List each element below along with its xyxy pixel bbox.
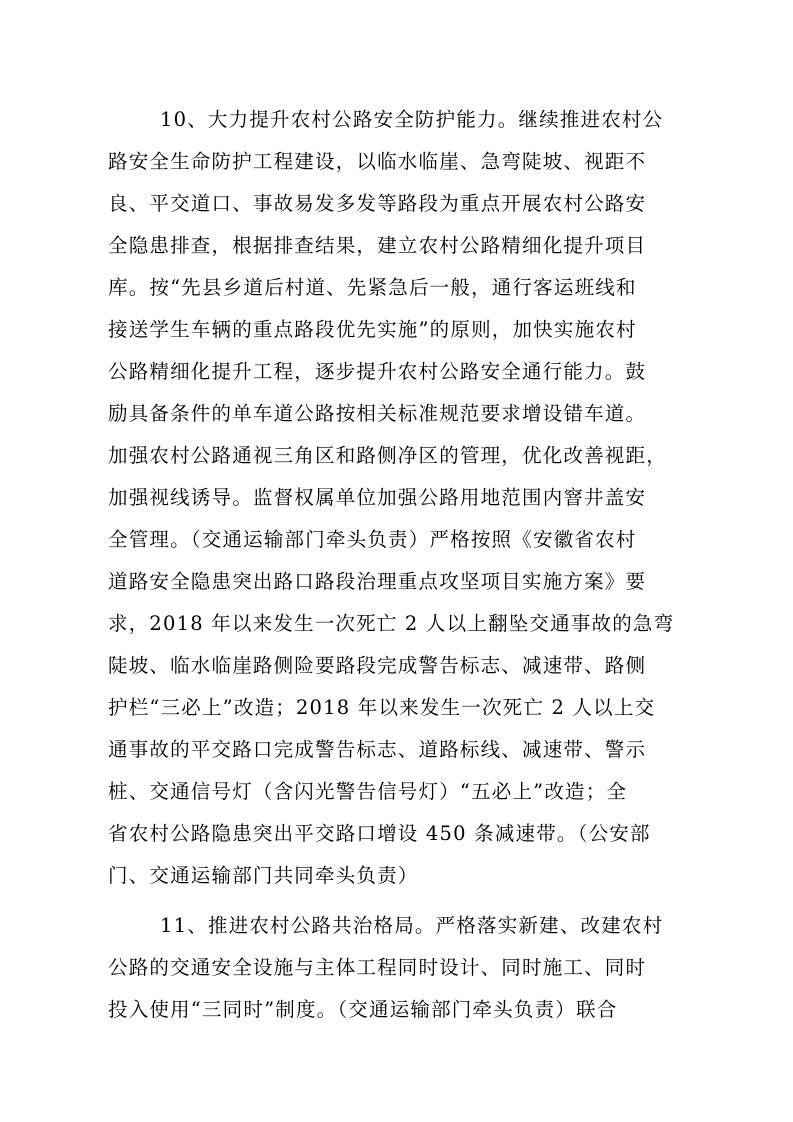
paragraph-line: 加强农村公路通视三角区和路侧净区的管理，优化改善视距， <box>108 444 667 467</box>
paragraph-line: 良、平交道口、事故易发多发等路段为重点开展农村公路安 <box>108 192 647 215</box>
paragraph-line: 投入使用“三同时”制度。（交通运输部门牵头负责）联合 <box>108 998 618 1021</box>
paragraph-line: 11、推进农村公路共治格局。严格落实新建、改建农村 <box>160 914 664 937</box>
paragraph-line: 库。按“先县乡道后村道、先紧急后一般，通行客运班线和 <box>108 276 637 299</box>
paragraph-line: 省农村公路隐患突出平交路口增设 450 条减速带。（公安部 <box>108 822 651 845</box>
paragraph-line: 公路精细化提升工程，逐步提升农村公路安全通行能力。鼓 <box>108 360 647 383</box>
paragraph-line: 求，2018 年以来发生一次死亡 2 人以上翻坠交通事故的急弯 <box>108 612 675 635</box>
paragraph-line: 通事故的平交路口完成警告标志、道路标线、减速带、警示 <box>108 738 647 761</box>
paragraph-line: 道路安全隐患突出路口路段治理重点攻坚项目实施方案》要 <box>108 570 647 593</box>
paragraph-line: 加强视线诱导。监督权属单位加强公路用地范围内窨井盖安 <box>108 486 647 509</box>
paragraph-line: 门、交通运输部门共同牵头负责） <box>108 864 419 887</box>
paragraph-line: 桩、交通信号灯（含闪光警告信号灯）“五必上”改造；全 <box>108 780 628 803</box>
paragraph-line: 陡坡、临水临崖路侧险要路段完成警告标志、减速带、路侧 <box>108 654 647 677</box>
paragraph-line: 路安全生命防护工程建设，以临水临崖、急弯陡坡、视距不 <box>108 150 647 173</box>
paragraph-line: 10、大力提升农村公路安全防护能力。继续推进农村公 <box>160 108 664 131</box>
paragraph-line: 接送学生车辆的重点路段优先实施”的原则，加快实施农村 <box>108 318 637 341</box>
paragraph-line: 公路的交通安全设施与主体工程同时设计、同时施工、同时 <box>108 956 647 979</box>
paragraph-line: 护栏“三必上”改造；2018 年以来发生一次死亡 2 人以上交 <box>108 696 656 719</box>
paragraph-line: 全管理。（交通运输部门牵头负责）严格按照《安徽省农村 <box>108 528 637 551</box>
paragraph-line: 全隐患排查，根据排查结果，建立农村公路精细化提升项目 <box>108 234 647 257</box>
paragraph-line: 励具备条件的单车道公路按相关标准规范要求增设错车道。 <box>108 402 647 425</box>
